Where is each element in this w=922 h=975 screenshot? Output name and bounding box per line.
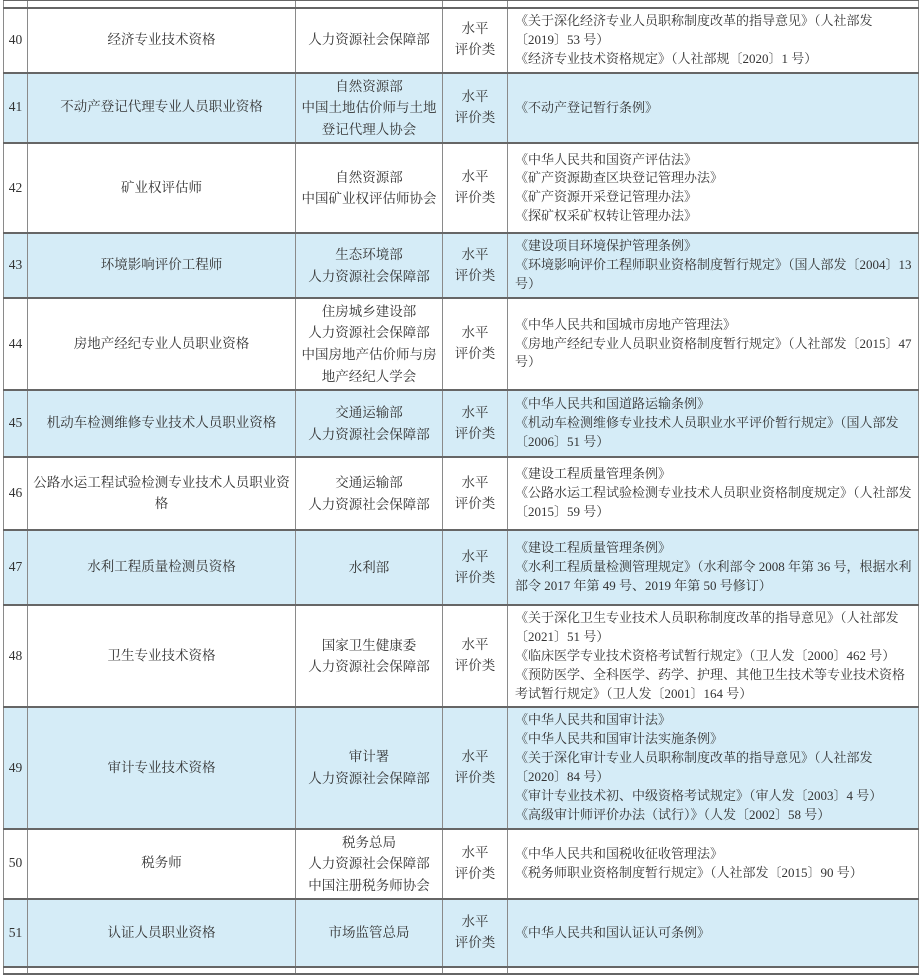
row-number-cell: 46 (4, 457, 28, 530)
table-row (4, 605, 919, 707)
row-number-cell: 42 (4, 143, 28, 233)
department-name: 国家卫生健康委 (321, 637, 417, 653)
table-row (4, 829, 919, 900)
legal-basis-cell (508, 829, 919, 900)
department-name: 税务总局 (342, 834, 396, 850)
evaluation-type-line: 水平 (461, 325, 489, 341)
legal-basis-item: 《公路水运工程试验检测专业技术人员职业资格制度规定》（人社部发〔2015〕59 号） (515, 485, 912, 520)
legal-basis-item: 《预防医学、全科医学、药学、护理、其他卫生技术等专业技术资格考试暂行规定》（卫人发〔2001〕164 号） (515, 666, 906, 701)
partial-cell (28, 967, 296, 974)
department-name: 中国矿业权评估师协会 (301, 191, 437, 207)
evaluation-type-cell (443, 457, 508, 530)
evaluation-type-line: 评价类 (454, 267, 496, 283)
evaluation-type-line: 评价类 (454, 425, 496, 441)
row-number-cell: 45 (4, 390, 28, 457)
department-name: 中国注册税务师协会 (308, 877, 430, 893)
evaluation-type-line: 水平 (461, 548, 489, 564)
department-name: 中国土地估价师与土地登记代理人协会 (301, 100, 437, 137)
department-name: 人力资源社会保障部 (308, 426, 430, 442)
department-name: 人力资源社会保障部 (308, 770, 430, 786)
legal-basis-cell (508, 8, 919, 73)
legal-basis-cell (508, 143, 919, 233)
evaluation-type-cell (443, 707, 508, 828)
table-body (4, 0, 919, 974)
qualification-name-cell: 房地产经纪专业人员职业资格 (28, 298, 296, 390)
legal-basis-item: 《建设项目环境保护管理条例》 (515, 238, 698, 254)
evaluation-type-cell (443, 73, 508, 144)
department-name: 人力资源社会保障部 (308, 496, 430, 512)
evaluation-type-line: 水平 (461, 21, 489, 37)
qualification-name-cell: 矿业权评估师 (28, 143, 296, 233)
legal-basis-item: 《中华人民共和国审计法实施条例》 (515, 731, 724, 747)
evaluation-type-line: 水平 (461, 749, 489, 765)
evaluation-type-line: 水平 (461, 89, 489, 104)
legal-basis-item: 《探矿权采矿权转让管理办法》 (515, 208, 698, 224)
department-name: 人力资源社会保障部 (308, 32, 430, 48)
evaluation-type-cell (443, 899, 508, 967)
issuing-department-cell (296, 457, 443, 530)
evaluation-type-line: 水平 (461, 914, 489, 930)
row-number-cell: 43 (4, 233, 28, 298)
evaluation-type-line: 评价类 (454, 935, 496, 951)
legal-basis-item: 《关于深化经济专业人员职称制度改革的指导意见》（人社部发〔2019〕53 号） (515, 13, 873, 47)
row-number-cell: 47 (4, 530, 28, 605)
qualification-table (3, 0, 919, 975)
legal-basis-item: 《机动车检测维修专业技术人员职业水平评价暂行规定》（国人部发〔2006〕51 号） (515, 415, 899, 450)
department-name: 中国房地产估价师与房地产经纪人学会 (301, 347, 437, 384)
department-name: 审计署 (348, 749, 390, 765)
legal-basis-cell (508, 73, 919, 144)
issuing-department-cell (296, 829, 443, 900)
evaluation-type-line: 评价类 (454, 190, 496, 206)
partial-cell (28, 0, 296, 8)
evaluation-type-line: 水平 (461, 246, 489, 262)
department-name: 交通运输部 (335, 475, 403, 491)
partial-cell (508, 967, 919, 974)
legal-basis-item: 《环境影响评价工程师职业资格制度暂行规定》（国人部发〔2004〕13 号） (515, 257, 912, 291)
qualification-name-cell: 公路水运工程试验检测专业技术人员职业资格 (28, 457, 296, 530)
issuing-department-cell (296, 143, 443, 233)
table-row (4, 298, 919, 390)
partial-row-bottom (4, 967, 919, 974)
table-row (4, 457, 919, 530)
partial-cell (508, 0, 919, 8)
evaluation-type-cell (443, 298, 508, 390)
department-name: 市场监管总局 (328, 925, 410, 941)
legal-basis-item: 《关于深化审计专业人员职称制度改革的指导意见》（人社部发〔2020〕84 号） (515, 750, 873, 784)
partial-cell (4, 967, 28, 974)
legal-basis-item: 《临床医学专业技术资格考试暂行规定》（卫人发〔2000〕462 号） (515, 647, 896, 663)
department-name: 人力资源社会保障部 (308, 325, 430, 341)
table-row (4, 899, 919, 967)
issuing-department-cell (296, 707, 443, 828)
issuing-department-cell (296, 899, 443, 967)
table-row (4, 233, 919, 298)
department-name: 人力资源社会保障部 (308, 659, 430, 675)
partial-cell (296, 967, 443, 974)
partial-cell (296, 0, 443, 8)
issuing-department-cell (296, 8, 443, 73)
department-name: 水利部 (348, 559, 390, 575)
legal-basis-item: 《中华人民共和国审计法》 (515, 712, 672, 728)
legal-basis-item: 《中华人民共和国城市房地产管理法》 (515, 316, 737, 332)
legal-basis-cell (508, 457, 919, 530)
evaluation-type-line: 评价类 (454, 569, 496, 585)
legal-basis-item: 《中华人民共和国道路运输条例》 (515, 396, 711, 412)
legal-basis-item: 《经济专业技术资格规定》（人社部规〔2020〕1 号） (515, 50, 818, 66)
row-number-cell: 50 (4, 829, 28, 900)
partial-cell (443, 0, 508, 8)
legal-basis-cell (508, 298, 919, 390)
issuing-department-cell (296, 530, 443, 605)
evaluation-type-line: 评价类 (454, 769, 496, 785)
legal-basis-item: 《不动产登记暂行条例》 (515, 99, 659, 115)
department-name: 自然资源部 (335, 169, 403, 185)
qualification-name-cell: 税务师 (28, 829, 296, 900)
table-row (4, 8, 919, 73)
evaluation-type-line: 水平 (461, 169, 489, 185)
legal-basis-cell (508, 390, 919, 457)
legal-basis-item: 《水利工程质量检测管理规定》（水利部令 2008 年第 36 号，根据水利部令 2017 年第 49 号、2019 年第 50 号修订） (515, 559, 912, 594)
evaluation-type-line: 水平 (461, 404, 489, 420)
row-number-cell: 41 (4, 73, 28, 144)
department-name: 人力资源社会保障部 (308, 856, 430, 872)
evaluation-type-cell (443, 233, 508, 298)
qualification-name-cell: 机动车检测维修专业技术人员职业资格 (28, 390, 296, 457)
legal-basis-cell (508, 530, 919, 605)
qualification-name-cell: 卫生专业技术资格 (28, 605, 296, 707)
partial-cell (443, 967, 508, 974)
table-row (4, 143, 919, 233)
evaluation-type-cell (443, 530, 508, 605)
table-row (4, 530, 919, 605)
evaluation-type-line: 水平 (461, 637, 489, 653)
evaluation-type-cell (443, 605, 508, 707)
row-number-cell: 40 (4, 8, 28, 73)
table-row (4, 707, 919, 828)
legal-basis-item: 《矿产资源开采登记管理办法》 (515, 189, 698, 205)
row-number-cell: 48 (4, 605, 28, 707)
evaluation-type-line: 评价类 (454, 346, 496, 362)
legal-basis-item: 《中华人民共和国税收征收管理法》 (515, 846, 724, 862)
legal-basis-cell (508, 605, 919, 707)
issuing-department-cell (296, 233, 443, 298)
qualification-name-cell: 不动产登记代理专业人员职业资格 (28, 73, 296, 144)
legal-basis-cell (508, 899, 919, 967)
evaluation-type-line: 评价类 (454, 495, 496, 511)
table-row (4, 73, 919, 144)
legal-basis-item: 《高级审计师评价办法（试行）》（人发〔2002〕58 号） (515, 806, 831, 822)
legal-basis-item: 《房地产经纪专业人员职业资格制度暂行规定》（人社部发〔2015〕47 号） (515, 335, 912, 370)
evaluation-type-line: 水平 (461, 844, 489, 860)
legal-basis-cell (508, 233, 919, 298)
qualification-name-cell: 认证人员职业资格 (28, 899, 296, 967)
legal-basis-item: 《建设工程质量管理条例》 (515, 540, 672, 556)
legal-basis-item: 《中华人民共和国认证认可条例》 (515, 924, 711, 940)
legal-basis-item: 《矿产资源勘查区块登记管理办法》 (515, 170, 724, 186)
qualification-name-cell: 审计专业技术资格 (28, 707, 296, 828)
legal-basis-item: 《审计专业技术初、中级资格考试规定》（审人发〔2003〕4 号） (515, 787, 883, 803)
legal-basis-item: 《关于深化卫生专业技术人员职称制度改革的指导意见》（人社部发〔2021〕51 号） (515, 610, 899, 645)
qualification-name-cell: 环境影响评价工程师 (28, 233, 296, 298)
evaluation-type-line: 评价类 (454, 658, 496, 674)
qualification-name-cell: 水利工程质量检测员资格 (28, 530, 296, 605)
issuing-department-cell (296, 73, 443, 144)
department-name: 交通运输部 (335, 405, 403, 421)
legal-basis-cell (508, 707, 919, 828)
department-name: 人力资源社会保障部 (308, 268, 430, 284)
evaluation-type-cell (443, 390, 508, 457)
department-name: 自然资源部 (335, 78, 403, 94)
legal-basis-item: 《中华人民共和国资产评估法》 (515, 151, 698, 167)
row-number-cell: 51 (4, 899, 28, 967)
evaluation-type-line: 评价类 (454, 865, 496, 881)
legal-basis-item: 《税务师职业资格制度暂行规定》（人社部发〔2015〕90 号） (515, 864, 863, 880)
evaluation-type-cell (443, 8, 508, 73)
partial-row-top (4, 0, 919, 8)
evaluation-type-line: 评价类 (454, 109, 496, 125)
evaluation-type-cell (443, 829, 508, 900)
row-number-cell: 44 (4, 298, 28, 390)
department-name: 住房城乡建设部 (321, 303, 417, 319)
evaluation-type-line: 水平 (461, 474, 489, 490)
department-name: 生态环境部 (335, 246, 403, 262)
qualification-name-cell: 经济专业技术资格 (28, 8, 296, 73)
issuing-department-cell (296, 298, 443, 390)
issuing-department-cell (296, 605, 443, 707)
evaluation-type-line: 评价类 (454, 42, 496, 58)
legal-basis-item: 《建设工程质量管理条例》 (515, 466, 672, 482)
evaluation-type-cell (443, 143, 508, 233)
issuing-department-cell (296, 390, 443, 457)
table-row (4, 390, 919, 457)
partial-cell (4, 0, 28, 8)
row-number-cell: 49 (4, 707, 28, 828)
